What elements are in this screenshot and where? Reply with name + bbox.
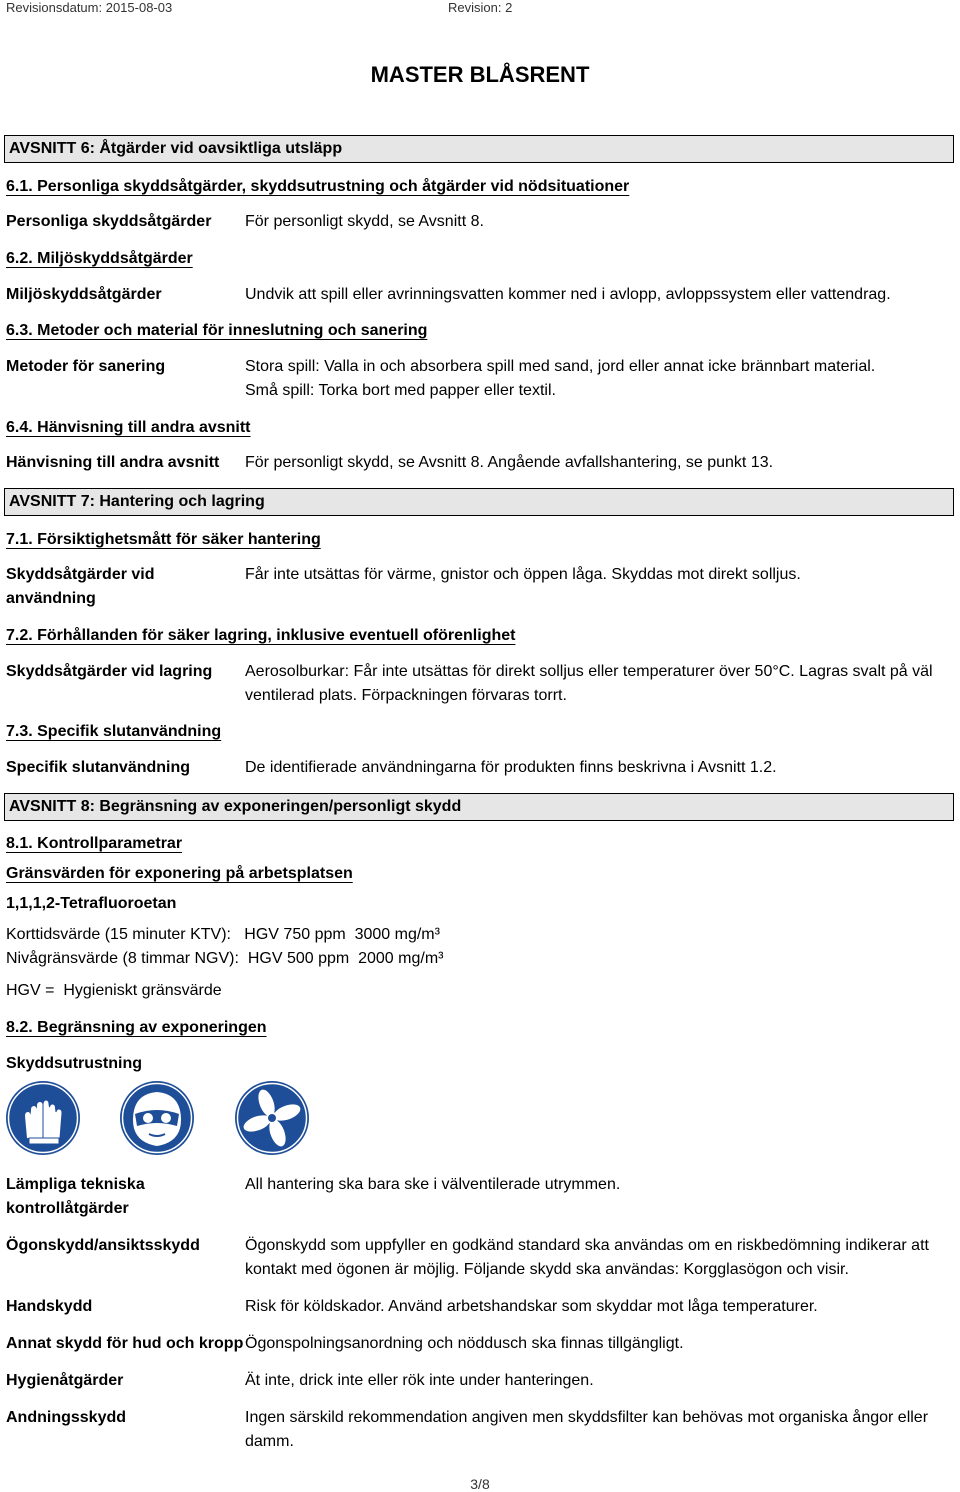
value-handling: Får inte utsättas för värme, gnistor och öppen låga. Skyddas mot direkt solljus. [245,566,801,583]
label-reference: Hänvisning till andra avsnitt [6,454,220,471]
subsection-7-3-heading: 7.3. Specifik slutanvändning [6,723,222,740]
label-engineering-controls: Lämpliga tekniska kontrollåtgärder [6,1176,145,1217]
value-storage: Aerosolburkar: Får inte utsättas för direkt solljus eller temperaturer över 50°C. Lagras svalt på väl ventilerad plats. Förpackningen förvaras torrt. [245,663,933,704]
value-personal-protection: För personligt skydd, se Avsnitt 8. [245,213,484,230]
label-environmental: Miljöskyddsåtgärder [6,286,162,303]
value-end-use: De identifierade användningarna för produkten finns beskrivna i Avsnitt 1.2. [245,759,777,776]
subsection-6-4-heading: 6.4. Hänvisning till andra avsnitt [6,419,251,436]
document-title: MASTER BLÅSRENT [370,62,590,87]
subsection-6-3-heading: 6.3. Metoder och material för inneslutning och sanering [6,322,428,339]
value-skin-protection: Ögonspolningsanordning och nöddusch ska finnas tillgängligt. [245,1335,684,1352]
value-cleanup-small: Små spill: Torka bort med papper eller textil. [245,382,556,399]
label-cleanup: Metoder för sanering [6,358,166,375]
section-7-heading: AVSNITT 7: Hantering och lagring [4,488,954,516]
label-hygiene: Hygienåtgärder [6,1372,124,1389]
value-hand-protection: Risk för köldskador. Använd arbetshandskar som skyddar mot låga temperaturer. [245,1298,818,1315]
short-term-limit: Korttidsvärde (15 minuter KTV): HGV 750 ppm 3000 mg/m³ [6,926,440,943]
label-handling: Skyddsåtgärder vid användning [6,566,155,607]
label-hand-protection: Handskydd [6,1298,93,1315]
level-limit: Nivågränsvärde (8 timmar NGV): HGV 500 ppm 2000 mg/m³ [6,950,444,967]
label-end-use: Specifik slutanvändning [6,759,191,776]
subsection-6-2-heading: 6.2. Miljöskyddsåtgärder [6,250,193,267]
value-cleanup-large: Stora spill: Valla in och absorbera spill med sand, jord eller annat icke brännbart material. [245,358,876,375]
subsection-7-2-heading: 7.2. Förhållanden för säker lagring, inklusive eventuell oförenlighet [6,627,516,644]
ventilation-fan-icon [234,1080,310,1156]
value-hygiene: Ät inte, drick inte eller rök inte under hanteringen. [245,1372,594,1389]
label-skin-protection: Annat skydd för hud och kropp [6,1335,244,1352]
value-engineering-controls: All hantering ska bara ske i välventilerade utrymmen. [245,1176,621,1193]
revision-number: Revision: 2 [448,0,513,15]
label-storage: Skyddsåtgärder vid lagring [6,663,213,680]
value-environmental: Undvik att spill eller avrinningsvatten kommer ned i avlopp, avloppssystem eller vattendrag. [245,286,891,303]
subsection-7-1-heading: 7.1. Försiktighetsmått för säker hantering [6,531,321,548]
value-cleanup [245,355,955,403]
subsection-6-1-heading: 6.1. Personliga skyddsåtgärder, skyddsutrustning och åtgärder vid nödsituationer [6,178,630,195]
section-6-heading: AVSNITT 6: Åtgärder vid oavsiktliga utsläpp [4,135,954,163]
subsection-8-1-heading: 8.1. Kontrollparametrar [6,835,183,852]
subsection-8-2-heading: 8.2. Begränsning av exponeringen [6,1019,267,1036]
substance-name: 1,1,1,2-Tetrafluoroetan [6,895,177,912]
value-respiratory: Ingen särskild rekommendation angiven men skyddsfilter kan behövas mot organiska ångor eller damm. [245,1409,929,1450]
label-eye-protection: Ögonskydd/ansiktsskydd [6,1237,200,1254]
label-respiratory: Andningsskydd [6,1409,127,1426]
hgv-definition: HGV = Hygieniskt gränsvärde [6,982,222,999]
exposure-limits-heading: Gränsvärden för exponering på arbetsplatsen [6,865,353,882]
section-8-heading: AVSNITT 8: Begränsning av exponeringen/personligt skydd [4,793,954,821]
gloves-icon [5,1080,81,1156]
face-shield-icon [119,1080,195,1156]
value-eye-protection: Ögonskydd som uppfyller en godkänd standard ska användas om en riskbedömning indikerar att kontakt med ögonen är möjlig. Följande skydd ska användas: Korgglasögon och visir. [245,1237,929,1278]
value-reference: För personligt skydd, se Avsnitt 8. Angående avfallshantering, se punkt 13. [245,454,774,471]
page-number: 3/8 [470,1476,490,1492]
equipment-heading: Skyddsutrustning [6,1055,143,1072]
revision-date: Revisionsdatum: 2015-08-03 [6,0,173,15]
label-personal-protection: Personliga skyddsåtgärder [6,213,212,230]
